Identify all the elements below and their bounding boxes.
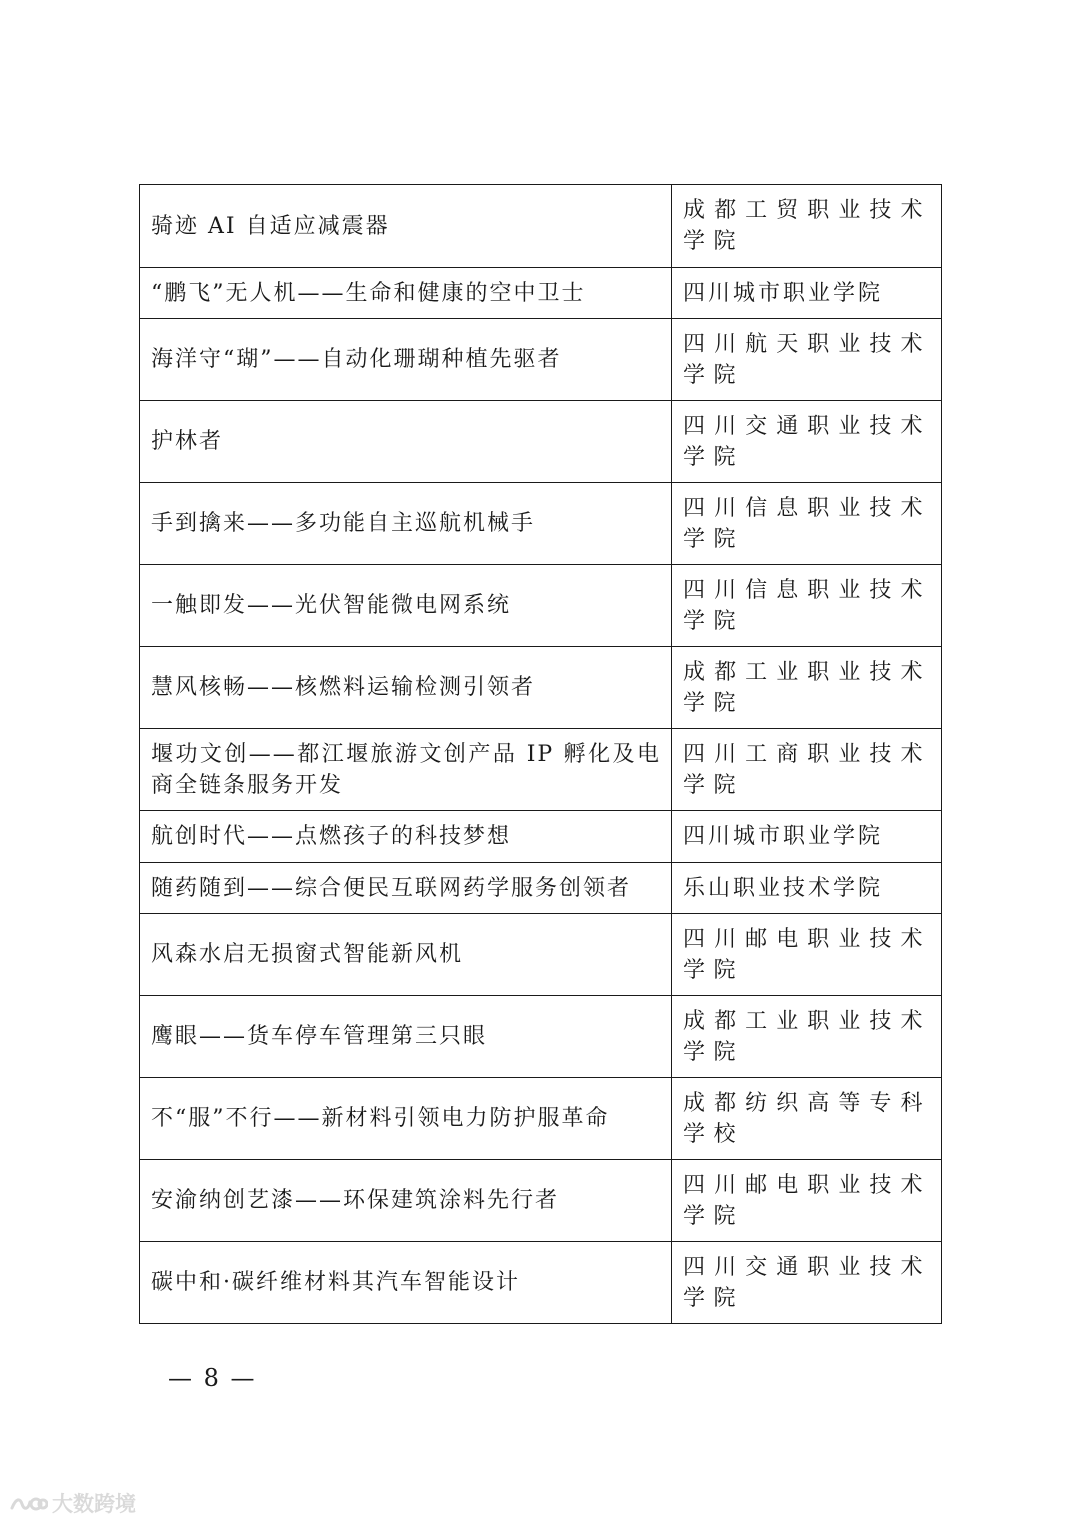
institution-cell: 四川邮电职业技术学院	[672, 914, 942, 996]
dashuju-logo-icon	[8, 1492, 48, 1514]
institution-cell: 成都工贸职业技术学院	[672, 185, 942, 268]
table-row	[140, 1160, 942, 1242]
institution-cell: 四川信息职业技术学院	[672, 483, 942, 565]
table-row	[140, 483, 942, 565]
institution-cell: 四川交通职业技术学院	[672, 1242, 942, 1324]
project-name-cell: 安渝纳创艺漆——环保建筑涂料先行者	[140, 1160, 672, 1242]
institution-cell: 成都纺织高等专科学校	[672, 1078, 942, 1160]
project-name-cell: 不“服”不行——新材料引领电力防护服革命	[140, 1078, 672, 1160]
watermark-text: 大数跨境	[52, 1492, 136, 1516]
institution-cell: 成都工业职业技术学院	[672, 647, 942, 729]
project-name-cell: 手到擒来——多功能自主巡航机械手	[140, 483, 672, 565]
institution-cell: 四川城市职业学院	[672, 268, 942, 319]
table-body	[140, 185, 942, 1324]
table-row	[140, 914, 942, 996]
table-row	[140, 401, 942, 483]
table-row	[140, 185, 942, 268]
project-name-cell: 风森水启无损窗式智能新风机	[140, 914, 672, 996]
project-name-cell: 护林者	[140, 401, 672, 483]
watermark	[8, 1488, 136, 1518]
project-name-cell: 慧风核畅——核燃料运输检测引领者	[140, 647, 672, 729]
project-name-cell: 碳中和·碳纤维材料其汽车智能设计	[140, 1242, 672, 1324]
project-name-cell: “鹏飞”无人机——生命和健康的空中卫士	[140, 268, 672, 319]
institution-cell: 四川城市职业学院	[672, 811, 942, 863]
project-name-cell: 随药随到——综合便民互联网药学服务创领者	[140, 863, 672, 914]
table-row	[140, 811, 942, 863]
institution-cell: 乐山职业技术学院	[672, 863, 942, 914]
institution-cell: 四川航天职业技术学院	[672, 319, 942, 401]
project-name-cell: 一触即发——光伏智能微电网系统	[140, 565, 672, 647]
project-name-cell: 堰功文创——都江堰旅游文创产品 IP 孵化及电商全链条服务开发	[140, 729, 672, 811]
table-row	[140, 647, 942, 729]
table-row	[140, 996, 942, 1078]
page-number: — 8 —	[168, 1364, 257, 1392]
institution-cell: 四川工商职业技术学院	[672, 729, 942, 811]
table-row	[140, 729, 942, 811]
table-row	[140, 319, 942, 401]
table-row	[140, 1242, 942, 1324]
institution-cell: 四川交通职业技术学院	[672, 401, 942, 483]
table-row	[140, 565, 942, 647]
project-name-cell: 航创时代——点燃孩子的科技梦想	[140, 811, 672, 863]
table-row	[140, 1078, 942, 1160]
results-table	[139, 184, 942, 1324]
table-row	[140, 268, 942, 319]
project-name-cell: 海洋守“瑚”——自动化珊瑚种植先驱者	[140, 319, 672, 401]
institution-cell: 四川邮电职业技术学院	[672, 1160, 942, 1242]
project-name-cell: 鹰眼——货车停车管理第三只眼	[140, 996, 672, 1078]
table-row	[140, 863, 942, 914]
project-name-cell: 骑迹 AI 自适应减震器	[140, 185, 672, 268]
institution-cell: 四川信息职业技术学院	[672, 565, 942, 647]
institution-cell: 成都工业职业技术学院	[672, 996, 942, 1078]
